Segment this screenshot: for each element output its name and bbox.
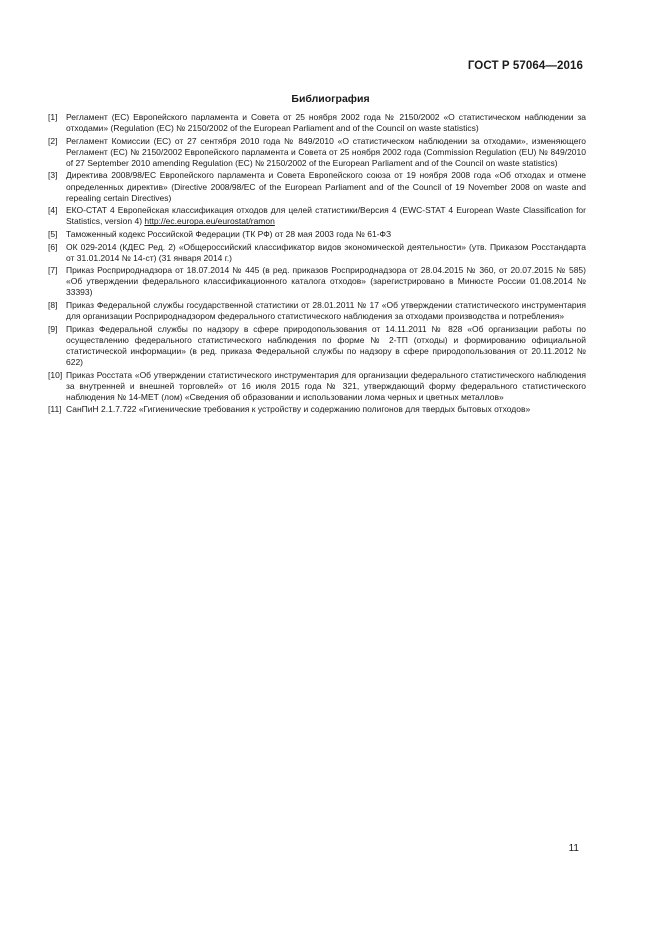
entry-number: [2]	[48, 135, 58, 146]
bibliography-entry	[48, 242, 586, 264]
bibliography-entry	[48, 300, 586, 322]
bibliography-entry	[48, 229, 586, 240]
eurostat-ramon-link[interactable]: http://ec.europa.eu/eurostat/ramon	[144, 216, 275, 227]
entry-number: [7]	[48, 265, 58, 276]
entry-text: Таможенный кодекс Российской Федерации (ТК РФ) от 28 мая 2003 года № 61-ФЗ	[66, 228, 392, 239]
entry-number: [10]	[48, 369, 63, 380]
bibliography-entry	[48, 265, 586, 298]
entry-text: Приказ Росприроднадзора от 18.07.2014 № 445 (в ред. приказов Росприроднадзора от 28.04.2015 № 360, от 20.07.2015 № 585) «Об утверждении федерального классификационного каталога отходов» (зарегистрировано в Минюсте России 01.08.2014 № 33393)	[66, 265, 586, 298]
entry-number: [6]	[48, 241, 58, 252]
bibliography-entry	[48, 324, 586, 368]
entry-text: Регламент (ЕС) Европейского парламента и Совета от 25 ноября 2002 года № 2150/2002 «О статистическом наблюдении за отходами» (Regulation (EC) № 2150/2002 of the European Parliament and of the Council on waste statistics)	[66, 112, 586, 134]
entry-number: [11]	[48, 404, 62, 415]
entry-text: ОК 029-2014 (КДЕС Ред. 2) «Общероссийский классификатор видов экономической деятельности» (утв. Приказом Росстандарта от 31.01.2014 № 14-ст) (31 января 2014 г.)	[66, 241, 586, 263]
entry-text: Регламент Комиссии (ЕС) от 27 сентября 2010 года № 849/2010 «О статистическом наблюдении за отходами», изменяющего Регламент (ЕС) № 2150/2002 Европейского парламента и Совета от 25 ноября 2002 года (Commission Regulation (EU) № 849/2010 of 27 September 2010 amending Regulation (EC) № 2150/2002 of the European Parliament and of the Council on waste statistics)	[66, 135, 586, 168]
document-standard-code: ГОСТ Р 57064—2016	[467, 60, 583, 72]
entry-text: ЕКО-СТАТ 4 Европейская классификация отходов для целей статистики/Версия 4 (EWC-STAT 4 European Waste Classification for Statistics, version 4)	[66, 205, 586, 227]
bibliography-entry	[48, 112, 586, 134]
entry-text: Приказ Федеральной службы государственной статистики от 28.01.2011 № 17 «Об утверждении статистического инструментария для организации Росприроднадзором федерального статистического наблюдения за отходами производства и потребления»	[66, 300, 586, 322]
entry-text: Приказ Федеральной службы по надзору в сфере природопользования от 14.11.2011 № 828 «Об организации работы по осуществлению федерального статистического наблюдения по форме № 2-ТП (отходы) и формированию официальной статистической информации» (в ред. приказа Федеральной службы по надзору в сфере природопользования от 20.11.2012 № 622)	[66, 323, 586, 367]
entry-number: [4]	[48, 205, 58, 216]
entry-text: Директива 2008/98/ЕС Европейского парламента и Совета Европейского союза от 19 ноября 2008 года «Об отходах и отмене определенных директив» (Directive 2008/98/EC of the European Parliament and of the Council of 19 November 2008 on waste and repealing certain Directives)	[66, 170, 586, 203]
entry-text: СанПиН 2.1.7.722 «Гигиенические требования к устройству и содержанию полигонов для твердых бытовых отходов»	[66, 404, 531, 415]
entry-number: [9]	[48, 323, 58, 334]
entry-number: [1]	[48, 112, 58, 122]
entry-number: [3]	[48, 170, 58, 181]
bibliography-title: Библиография	[291, 93, 370, 105]
entry-number: [5]	[48, 228, 58, 239]
bibliography-entry	[48, 170, 586, 203]
entry-text: Приказ Росстата «Об утверждении статистического инструментария для организации федерального статистического наблюдения за внутренней и внешней торговлей» от 16 июля 2015 года № 321, утверждающий форму федерального статистического наблюдения № 14-МЕТ (лом) «Сведения об образовании и использовании лома черных и цветных металлов»	[66, 369, 586, 402]
entry-number: [8]	[48, 300, 58, 310]
page-number: 11	[568, 843, 579, 854]
bibliography-entry	[48, 370, 586, 403]
bibliography-entry	[48, 205, 586, 227]
bibliography-list	[48, 112, 586, 417]
bibliography-entry	[48, 136, 586, 169]
bibliography-entry	[48, 404, 586, 415]
entry-text-with-link	[66, 205, 586, 227]
